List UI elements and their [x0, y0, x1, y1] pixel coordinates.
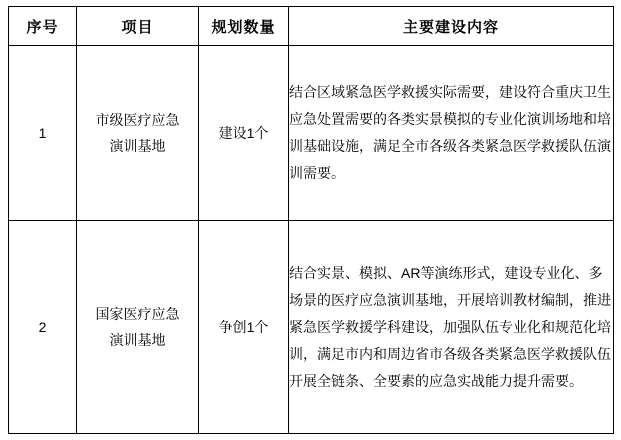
- plan-table: [8, 6, 614, 434]
- row-item-line1: 市级医疗应急: [95, 112, 180, 128]
- row-quantity: 争创1个: [199, 221, 289, 434]
- row-content: 结合区域紧急医学救援实际需要，建设符合重庆卫生应急处置需要的各类实景模拟的专业化演训场地和培训基础设施，满足全市各级各类紧急医学救援队伍演训需要。: [289, 46, 614, 221]
- table-body: [9, 46, 614, 434]
- table-header-row: [9, 7, 614, 46]
- table-row: [9, 46, 614, 221]
- row-seq: 2: [9, 221, 77, 434]
- row-item-line2: 演训基地: [109, 332, 166, 348]
- header-cell-item: 项目: [77, 7, 199, 46]
- table-row: [9, 221, 614, 434]
- table-header: [9, 7, 614, 46]
- row-quantity: 建设1个: [199, 46, 289, 221]
- row-item-line2: 演训基地: [109, 138, 166, 154]
- header-cell-quantity: 规划数量: [199, 7, 289, 46]
- row-content: 结合实景、模拟、AR等演练形式，建设专业化、多场景的医疗应急演训基地，开展培训教材编制，推进紧急医学救援学科建设，加强队伍专业化和规范化培训，满足市内和周边省市各级各类紧急医学救援队伍开展全链条、全要素的应急实战能力提升需要。: [289, 221, 614, 434]
- row-seq: 1: [9, 46, 77, 221]
- row-item: [77, 221, 199, 434]
- header-cell-content: 主要建设内容: [289, 7, 614, 46]
- row-item: [77, 46, 199, 221]
- header-cell-seq: 序号: [9, 7, 77, 46]
- row-item-line1: 国家医疗应急: [95, 306, 180, 322]
